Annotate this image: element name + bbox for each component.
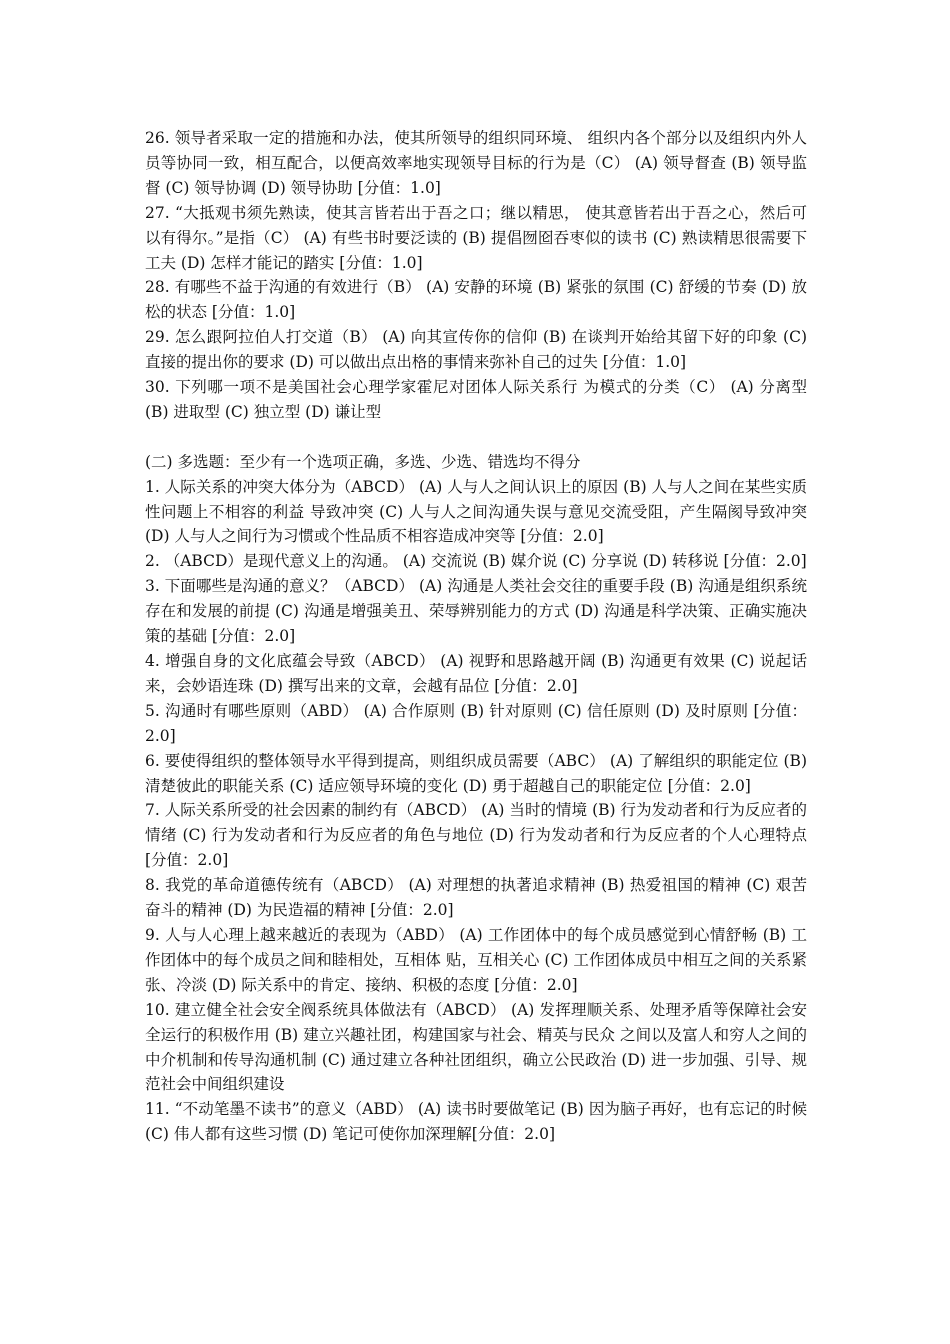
- section-spacer: [145, 425, 807, 450]
- multi-question-2: 2. （ABCD）是现代意义上的沟通。 (A) 交流说 (B) 媒介说 (C) 分享说 (D) 转移说 [分值：2.0]: [145, 552, 807, 571]
- multi-question-11: 11. “不动笔墨不读书”的意义（ABD） (A) 读书时要做笔记 (B) 因为脑子再好，也有忘记的时候 (C) 伟人都有这些习惯 (D) 笔记可使你加深理解[分值：2.0]: [145, 1100, 807, 1144]
- question-29: 29. 怎么跟阿拉伯人打交道（B） (A) 向其宣传你的信仰 (B) 在谈判开始给其留下好的印象 (C) 直接的提出你的要求 (D) 可以做出点出格的事情来弥补自己的过失 [分值：1.0]: [145, 328, 807, 372]
- multi-question-9: 9. 人与人心理上越来越近的表现为（ABD） (A) 工作团体中的每个成员感觉到心情舒畅 (B) 工作团体中的每个成员之间和睦相处，互相体 贴，互相关心 (C) 工作团体成员中相互之间的关系紧张、冷淡 (D) 际关系中的肯定、接纳、积极的态度 [分值：2.0]: [145, 925, 807, 994]
- multi-question-10: 10. 建立健全社会安全阀系统具体做法有（ABCD） (A) 发挥理顺关系、处理矛盾等保障社会安全运行的积极作用 (B) 建立兴趣社团，构建国家与社会、精英与民众 之间以及富人和穷人之间的中介机制和传导沟通机制 (C) 通过建立各种社团组织，确立公民政治 (D) 进一步加强、引导、规范社会中间组织建设: [145, 1000, 807, 1094]
- multi-question-6: 6. 要使得组织的整体领导水平得到提高，则组织成员需要（ABC） (A) 了解组织的职能定位 (B) 清楚彼此的职能关系 (C) 适应领导环境的变化 (D) 勇于超越自己的职能定位 [分值：2.0]: [145, 751, 807, 795]
- multi-choice-heading: (二) 多选题：至少有一个选项正确，多选、少选、错选均不得分: [145, 452, 581, 471]
- multi-question-4: 4. 增强自身的文化底蕴会导致（ABCD） (A) 视野和思路越开阔 (B) 沟通更有效果 (C) 说起话来，会妙语连珠 (D) 撰写出来的文章，会越有品位 [分值：2.0]: [145, 652, 807, 695]
- question-28: 28. 有哪些不益于沟通的有效进行（B） (A) 安静的环境 (B) 紧张的氛围 (C) 舒缓的节奏 (D) 放松的状态 [分值：1.0]: [145, 278, 807, 322]
- multi-question-5: 5. 沟通时有哪些原则（ABD） (A) 合作原则 (B) 针对原则 (C) 信任原则 (D) 及时原则 [分值：2.0]: [145, 701, 807, 745]
- document-page: [145, 126, 807, 1147]
- question-30: 30. 下列哪一项不是美国社会心理学家霍尼对团体人际关系行 为模式的分类（C） (A) 分离型 (B) 进取型 (C) 独立型 (D) 谦让型: [145, 378, 807, 421]
- multi-question-7: 7. 人际关系所受的社会因素的制约有（ABCD） (A) 当时的情境 (B) 行为发动者和行为反应者的情绪 (C) 行为发动者和行为反应者的角色与地位 (D) 行为发动者和行为反应者的个人心理特点 [分值：2.0]: [145, 801, 807, 870]
- multi-question-8: 8. 我党的革命道德传统有（ABCD） (A) 对理想的执著追求精神 (B) 热爱祖国的精神 (C) 艰苦奋斗的精神 (D) 为民造福的精神 [分值：2.0]: [145, 876, 807, 920]
- multi-question-1: 1. 人际关系的冲突大体分为（ABCD） (A) 人与人之间认识上的原因 (B) 人与人之间在某些实质性问题上不相容的利益 导致冲突 (C) 人与人之间沟通失误与意见交流受阻，产生隔阂导致冲突 (D) 人与人之间行为习惯或个性品质不相容造成冲突等 [分值：2.0]: [145, 477, 807, 546]
- multi-question-3: 3. 下面哪些是沟通的意义？（ABCD） (A) 沟通是人类社会交往的重要手段 (B) 沟通是组织系统存在和发展的前提 (C) 沟通是增强美丑、荣辱辨别能力的方式 (D) 沟通是科学决策、正确实施决策的基础 [分值：2.0]: [145, 577, 807, 646]
- question-27: 27. “大抵观书须先熟读，使其言皆若出于吾之口；继以精思， 使其意皆若出于吾之心，然后可以有得尔。”是指（C） (A) 有些书时要泛读的 (B) 提倡囫囵吞枣似的读书 (C) 熟读精思很需要下工夫 (D) 怎样才能记的踏实 [分值：1.0]: [145, 203, 807, 272]
- question-26: 26. 领导者采取一定的措施和办法，使其所领导的组织同环境、 组织内各个部分以及组织内外人员等协同一致，相互配合，以便高效率地实现领导目标的行为是（C） (A) 领导督查 (B) 领导监督 (C) 领导协调 (D) 领导协助 [分值：1.0]: [145, 129, 807, 197]
